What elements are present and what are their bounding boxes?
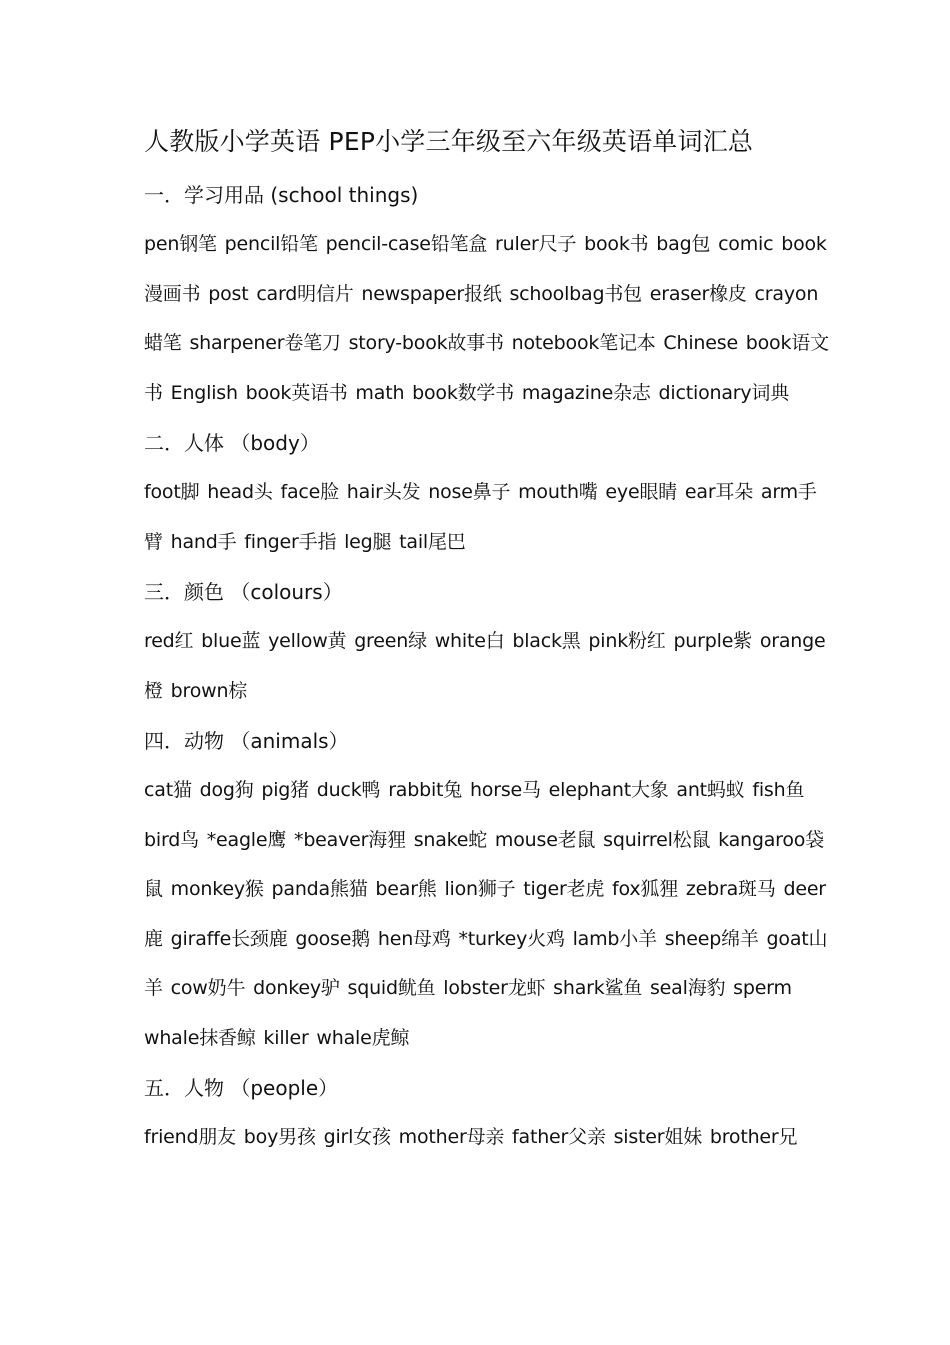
document-page	[144, 118, 834, 1163]
document-title: 人教版小学英语 PEP小学三年级至六年级英语单词汇总	[144, 127, 754, 156]
section-word-list: friend朋友 boy男孩 girl女孩 mother母亲 father父亲 sister姐妹 brother兄	[144, 1126, 798, 1148]
section-body-parts	[144, 418, 834, 567]
section-word-list: cat猫 dog狗 pig猪 duck鸭 rabbit兔 horse马 elephant大象 ant蚂蚁 fish鱼 bird鸟 *eagle鹰 *beaver海狸 snake蛇 mouse老鼠 squirrel松鼠 kangaroo袋鼠 monkey猴 panda熊猫 bear熊 lion狮子 tiger老虎 fox狐狸 zebra斑马 deer鹿 giraffe长颈鹿 goose鹅 hen母鸡 *turkey火鸡 lamb小羊 sheep绵羊 goat山羊 cow奶牛 donkey驴 squid鱿鱼 lobster龙虾 shark鲨鱼 seal海豹 sperm whale抹香鲸 killer whale虎鲸	[144, 779, 828, 1049]
section-colours	[144, 567, 834, 716]
section-word-list: red红 blue蓝 yellow黄 green绿 white白 black黑 pink粉红 purple紫 orange橙 brown棕	[144, 630, 826, 702]
section-heading: 二．人体 （body）	[144, 431, 320, 455]
section-school-things	[144, 170, 834, 418]
section-heading: 四．动物 （animals）	[144, 729, 349, 753]
section-heading: 三．颜色 （colours）	[144, 580, 343, 604]
section-word-list: pen钢笔 pencil铅笔 pencil-case铅笔盒 ruler尺子 book书 bag包 comic book漫画书 post card明信片 newspaper报纸 schoolbag书包 eraser橡皮 crayon蜡笔 sharpener卷笔刀 story-book故事书 notebook笔记本 Chinese book语文书 English book英语书 math book数学书 magazine杂志 dictionary词典	[144, 233, 829, 404]
section-people	[144, 1063, 834, 1163]
section-word-list: foot脚 head头 face脸 hair头发 nose鼻子 mouth嘴 eye眼睛 ear耳朵 arm手臂 hand手 finger手指 leg腿 tail尾巴	[144, 481, 817, 553]
section-heading: 五．人物 （people）	[144, 1076, 339, 1100]
section-heading: 一．学习用品 (school things)	[144, 183, 419, 207]
section-animals	[144, 716, 834, 1063]
